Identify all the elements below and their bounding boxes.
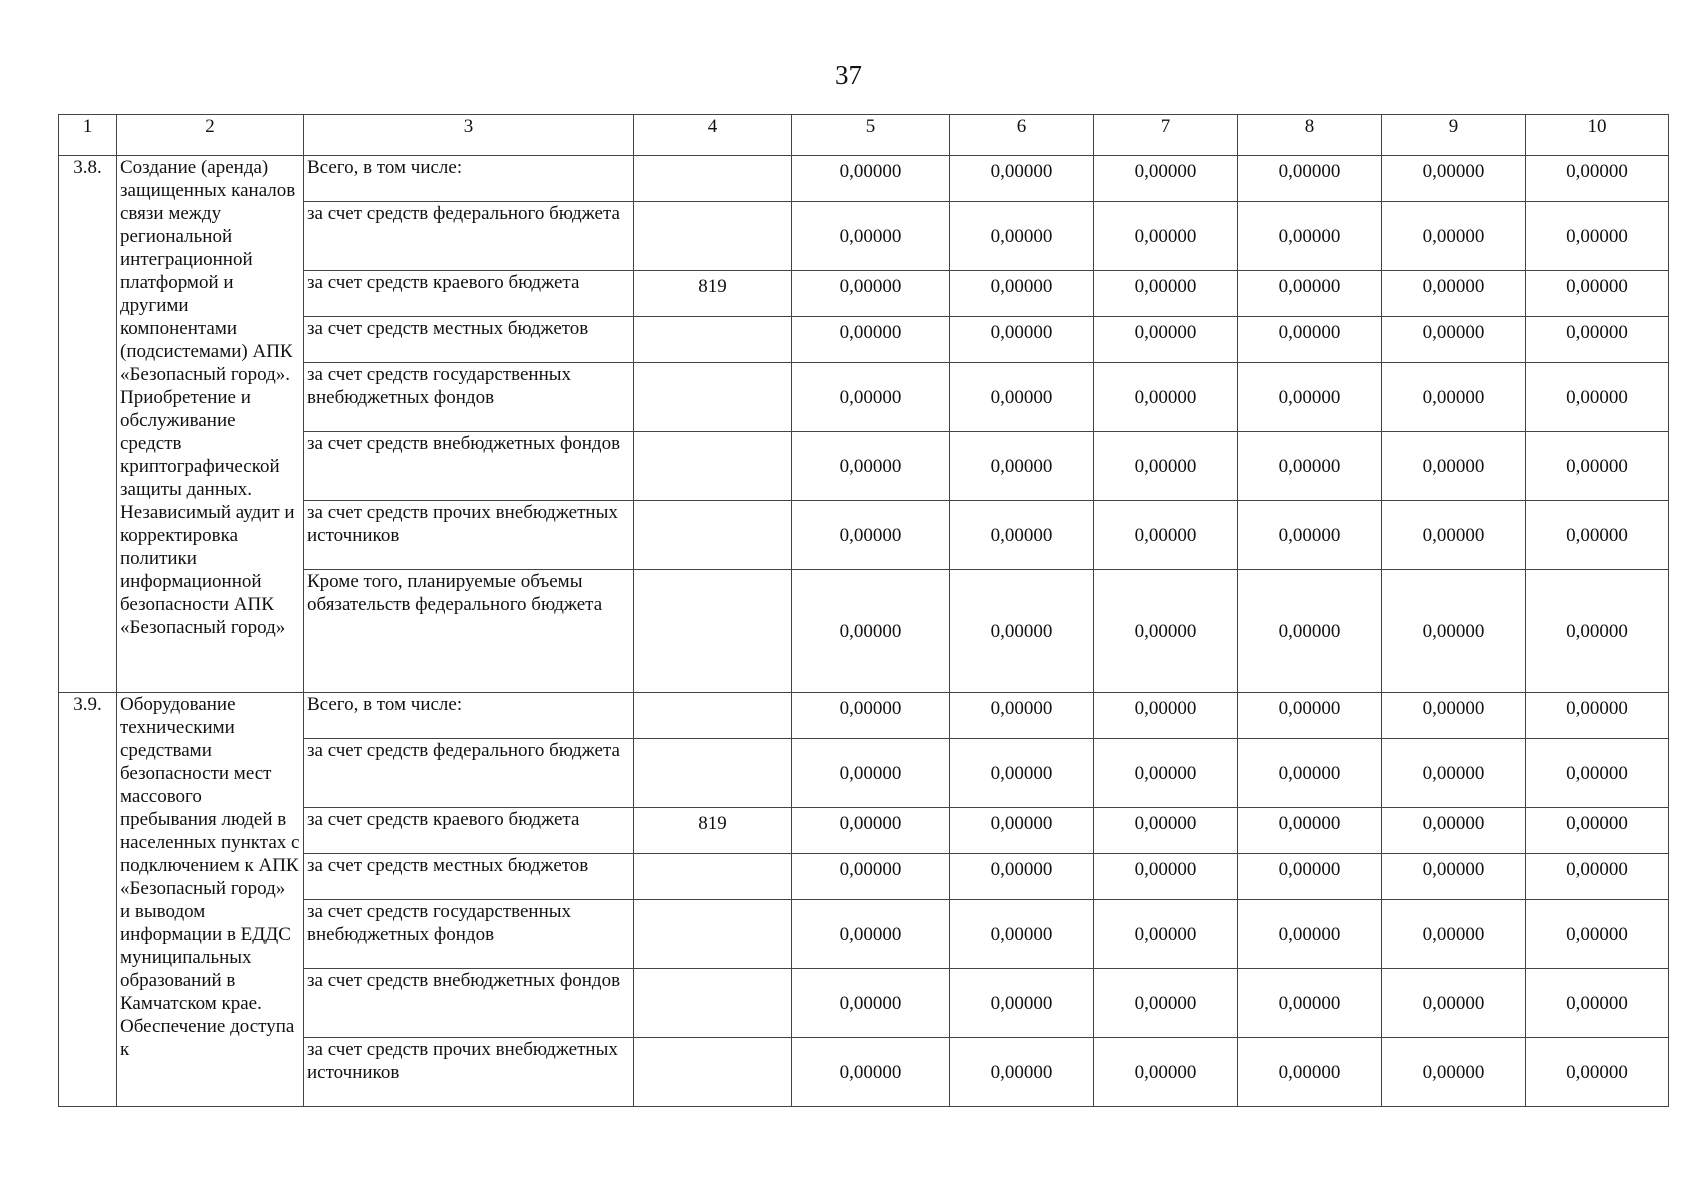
budget-code (634, 854, 792, 900)
budget-code (634, 570, 792, 693)
value-cell: 0,00000 (1238, 202, 1382, 271)
value-cell: 0,00000 (1094, 693, 1238, 739)
funding-source: за счет средств федерального бюджета (304, 739, 634, 808)
value-cell: 0,00000 (950, 432, 1094, 501)
value-cell: 0,00000 (1094, 900, 1238, 969)
funding-source: за счет средств государственных внебюджетных фондов (304, 363, 634, 432)
value-cell: 0,00000 (1382, 501, 1526, 570)
value-cell: 0,00000 (1382, 317, 1526, 363)
value-cell: 0,00000 (1382, 969, 1526, 1038)
value-cell: 0,00000 (1238, 808, 1382, 854)
value-cell: 0,00000 (950, 363, 1094, 432)
funding-source: Кроме того, планируемые объемы обязательств федерального бюджета (304, 570, 634, 693)
value-cell: 0,00000 (1382, 1038, 1526, 1107)
value-cell: 0,00000 (1094, 317, 1238, 363)
value-cell: 0,00000 (1526, 202, 1669, 271)
value-cell: 0,00000 (1094, 271, 1238, 317)
header-cell: 8 (1238, 115, 1382, 156)
budget-code (634, 501, 792, 570)
value-cell: 0,00000 (1526, 271, 1669, 317)
value-cell: 0,00000 (792, 202, 950, 271)
value-cell: 0,00000 (1238, 271, 1382, 317)
value-cell: 0,00000 (1238, 693, 1382, 739)
header-cell: 2 (117, 115, 304, 156)
value-cell: 0,00000 (950, 1038, 1094, 1107)
budget-code (634, 156, 792, 202)
header-cell: 7 (1094, 115, 1238, 156)
budget-code (634, 693, 792, 739)
header-cell: 3 (304, 115, 634, 156)
funding-source: за счет средств федерального бюджета (304, 202, 634, 271)
value-cell: 0,00000 (1094, 156, 1238, 202)
value-cell: 0,00000 (792, 1038, 950, 1107)
budget-code: 819 (634, 271, 792, 317)
value-cell: 0,00000 (792, 969, 950, 1038)
value-cell: 0,00000 (1382, 156, 1526, 202)
value-cell: 0,00000 (1094, 432, 1238, 501)
budget-code (634, 739, 792, 808)
header-cell: 10 (1526, 115, 1669, 156)
budget-code (634, 363, 792, 432)
value-cell: 0,00000 (1238, 1038, 1382, 1107)
value-cell: 0,00000 (950, 501, 1094, 570)
value-cell: 0,00000 (1238, 570, 1382, 693)
value-cell: 0,00000 (1094, 1038, 1238, 1107)
table-row (59, 693, 1669, 739)
value-cell: 0,00000 (1526, 1038, 1669, 1107)
value-cell: 0,00000 (1238, 363, 1382, 432)
page-number: 37 (835, 60, 862, 90)
value-cell: 0,00000 (1382, 570, 1526, 693)
value-cell: 0,00000 (1238, 854, 1382, 900)
value-cell: 0,00000 (792, 501, 950, 570)
value-cell: 0,00000 (1526, 739, 1669, 808)
value-cell: 0,00000 (950, 202, 1094, 271)
value-cell: 0,00000 (1094, 570, 1238, 693)
value-cell: 0,00000 (1526, 432, 1669, 501)
funding-source: за счет средств внебюджетных фондов (304, 432, 634, 501)
funding-source: за счет средств внебюджетных фондов (304, 969, 634, 1038)
budget-code (634, 969, 792, 1038)
value-cell: 0,00000 (792, 271, 950, 317)
budget-code (634, 1038, 792, 1107)
value-cell: 0,00000 (792, 693, 950, 739)
funding-source: за счет средств местных бюджетов (304, 854, 634, 900)
value-cell: 0,00000 (1238, 739, 1382, 808)
value-cell: 0,00000 (792, 432, 950, 501)
budget-code: 819 (634, 808, 792, 854)
table-row (59, 156, 1669, 202)
section-description: Создание (аренда) защищенных каналов связи между региональной интеграционной платформой и другими компонентами (подсистемами) АПК «Безопасный город». Приобретение и обслуживание средств криптографической защиты данных. Независимый аудит и корректировка политики информационной безопасности АПК «Безопасный город» (117, 156, 304, 693)
value-cell: 0,00000 (1238, 900, 1382, 969)
value-cell: 0,00000 (1094, 739, 1238, 808)
value-cell: 0,00000 (792, 363, 950, 432)
value-cell: 0,00000 (792, 854, 950, 900)
value-cell: 0,00000 (950, 808, 1094, 854)
value-cell: 0,00000 (950, 693, 1094, 739)
funding-source: за счет средств местных бюджетов (304, 317, 634, 363)
value-cell: 0,00000 (1382, 900, 1526, 969)
funding-source: за счет средств государственных внебюджетных фондов (304, 900, 634, 969)
value-cell: 0,00000 (1094, 363, 1238, 432)
funding-source: за счет средств прочих внебюджетных источников (304, 1038, 634, 1107)
value-cell: 0,00000 (792, 156, 950, 202)
section-number: 3.8. (59, 156, 117, 693)
budget-code (634, 202, 792, 271)
value-cell: 0,00000 (1526, 156, 1669, 202)
value-cell: 0,00000 (1238, 501, 1382, 570)
section-number: 3.9. (59, 693, 117, 1107)
value-cell: 0,00000 (792, 808, 950, 854)
value-cell: 0,00000 (792, 317, 950, 363)
value-cell: 0,00000 (1526, 900, 1669, 969)
value-cell: 0,00000 (1094, 808, 1238, 854)
value-cell: 0,00000 (1094, 501, 1238, 570)
value-cell: 0,00000 (1382, 854, 1526, 900)
value-cell: 0,00000 (1526, 501, 1669, 570)
header-cell: 4 (634, 115, 792, 156)
funding-source: за счет средств прочих внебюджетных источников (304, 501, 634, 570)
value-cell: 0,00000 (1094, 854, 1238, 900)
value-cell: 0,00000 (1382, 363, 1526, 432)
value-cell: 0,00000 (792, 900, 950, 969)
value-cell: 0,00000 (950, 271, 1094, 317)
value-cell: 0,00000 (1238, 969, 1382, 1038)
value-cell: 0,00000 (1526, 969, 1669, 1038)
header-cell: 1 (59, 115, 117, 156)
value-cell: 0,00000 (1526, 317, 1669, 363)
budget-code (634, 317, 792, 363)
value-cell: 0,00000 (1382, 271, 1526, 317)
value-cell: 0,00000 (1238, 156, 1382, 202)
value-cell: 0,00000 (1526, 854, 1669, 900)
value-cell: 0,00000 (792, 739, 950, 808)
value-cell: 0,00000 (1094, 202, 1238, 271)
header-row (59, 115, 1669, 156)
value-cell: 0,00000 (1526, 570, 1669, 693)
funding-source: за счет средств краевого бюджета (304, 271, 634, 317)
budget-code (634, 900, 792, 969)
value-cell: 0,00000 (950, 739, 1094, 808)
value-cell: 0,00000 (950, 570, 1094, 693)
funding-source: Всего, в том числе: (304, 156, 634, 202)
section-description: Оборудование техническими средствами безопасности мест массового пребывания людей в населенных пунктах с подключением к АПК «Безопасный город» и выводом информации в ЕДДС муниципальных образований в Камчатском крае. Обеспечение доступа к (117, 693, 304, 1107)
value-cell: 0,00000 (1094, 969, 1238, 1038)
funding-source: Всего, в том числе: (304, 693, 634, 739)
header-cell: 6 (950, 115, 1094, 156)
value-cell: 0,00000 (1382, 739, 1526, 808)
value-cell: 0,00000 (1238, 317, 1382, 363)
value-cell: 0,00000 (1526, 808, 1669, 854)
value-cell: 0,00000 (792, 570, 950, 693)
budget-code (634, 432, 792, 501)
budget-table (58, 114, 1669, 1107)
value-cell: 0,00000 (1238, 432, 1382, 501)
value-cell: 0,00000 (950, 969, 1094, 1038)
value-cell: 0,00000 (950, 317, 1094, 363)
header-cell: 9 (1382, 115, 1526, 156)
value-cell: 0,00000 (1382, 202, 1526, 271)
value-cell: 0,00000 (1382, 808, 1526, 854)
value-cell: 0,00000 (1382, 693, 1526, 739)
value-cell: 0,00000 (950, 854, 1094, 900)
value-cell: 0,00000 (1382, 432, 1526, 501)
value-cell: 0,00000 (950, 900, 1094, 969)
value-cell: 0,00000 (950, 156, 1094, 202)
header-cell: 5 (792, 115, 950, 156)
funding-source: за счет средств краевого бюджета (304, 808, 634, 854)
value-cell: 0,00000 (1526, 363, 1669, 432)
value-cell: 0,00000 (1526, 693, 1669, 739)
